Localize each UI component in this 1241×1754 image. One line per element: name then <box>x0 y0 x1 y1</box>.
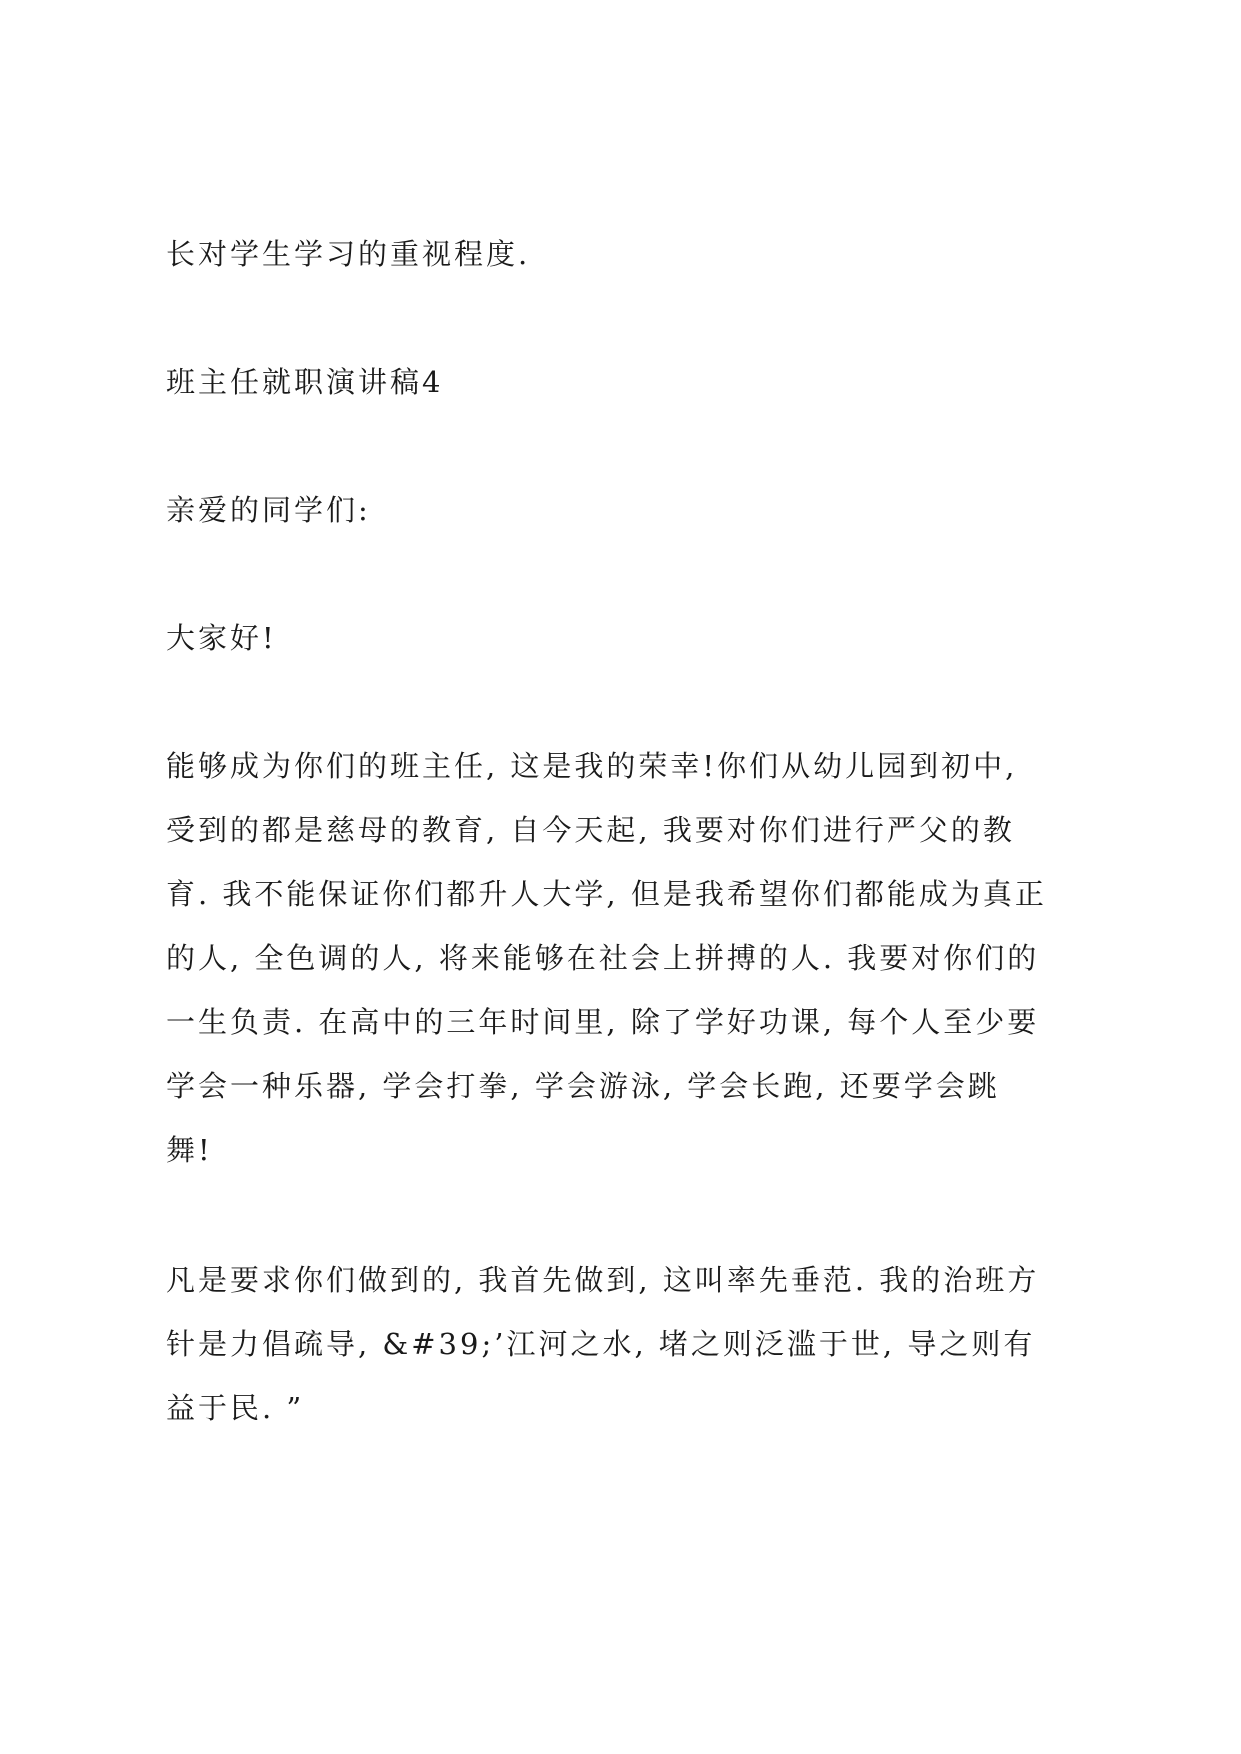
greeting-text: 大家好! <box>166 621 277 655</box>
text-line: 学会一种乐器, 学会打拳, 学会游泳, 学会长跑, 还要学会跳 <box>166 1069 1000 1103</box>
salutation-text: 亲爱的同学们: <box>166 493 371 527</box>
text-line: 受到的都是慈母的教育, 自今天起, 我要对你们进行严父的教 <box>166 813 1015 847</box>
text-line: 针是力倡疏导, &#39;’江河之水, 堵之则泛滥于世, 导之则有 <box>166 1327 1036 1361</box>
text-line: 益于民. ” <box>166 1391 305 1425</box>
text-line: 长对学生学习的重视程度. <box>166 237 531 271</box>
text-line: 的人, 全色调的人, 将来能够在社会上拼搏的人. 我要对你们的 <box>166 941 1040 975</box>
text-line: 舞! <box>166 1133 213 1167</box>
text-line: 一生负责. 在高中的三年时间里, 除了学好功课, 每个人至少要 <box>166 1005 1040 1039</box>
text-line: 能够成为你们的班主任, 这是我的荣幸!你们从幼儿园到初中, <box>166 749 1018 783</box>
text-line: 育. 我不能保证你们都升人大学, 但是我希望你们都能成为真正 <box>166 877 1047 911</box>
text-line: 凡是要求你们做到的, 我首先做到, 这叫率先垂范. 我的治班方 <box>166 1263 1040 1297</box>
heading-text: 班主任就职演讲稿4 <box>166 365 444 399</box>
